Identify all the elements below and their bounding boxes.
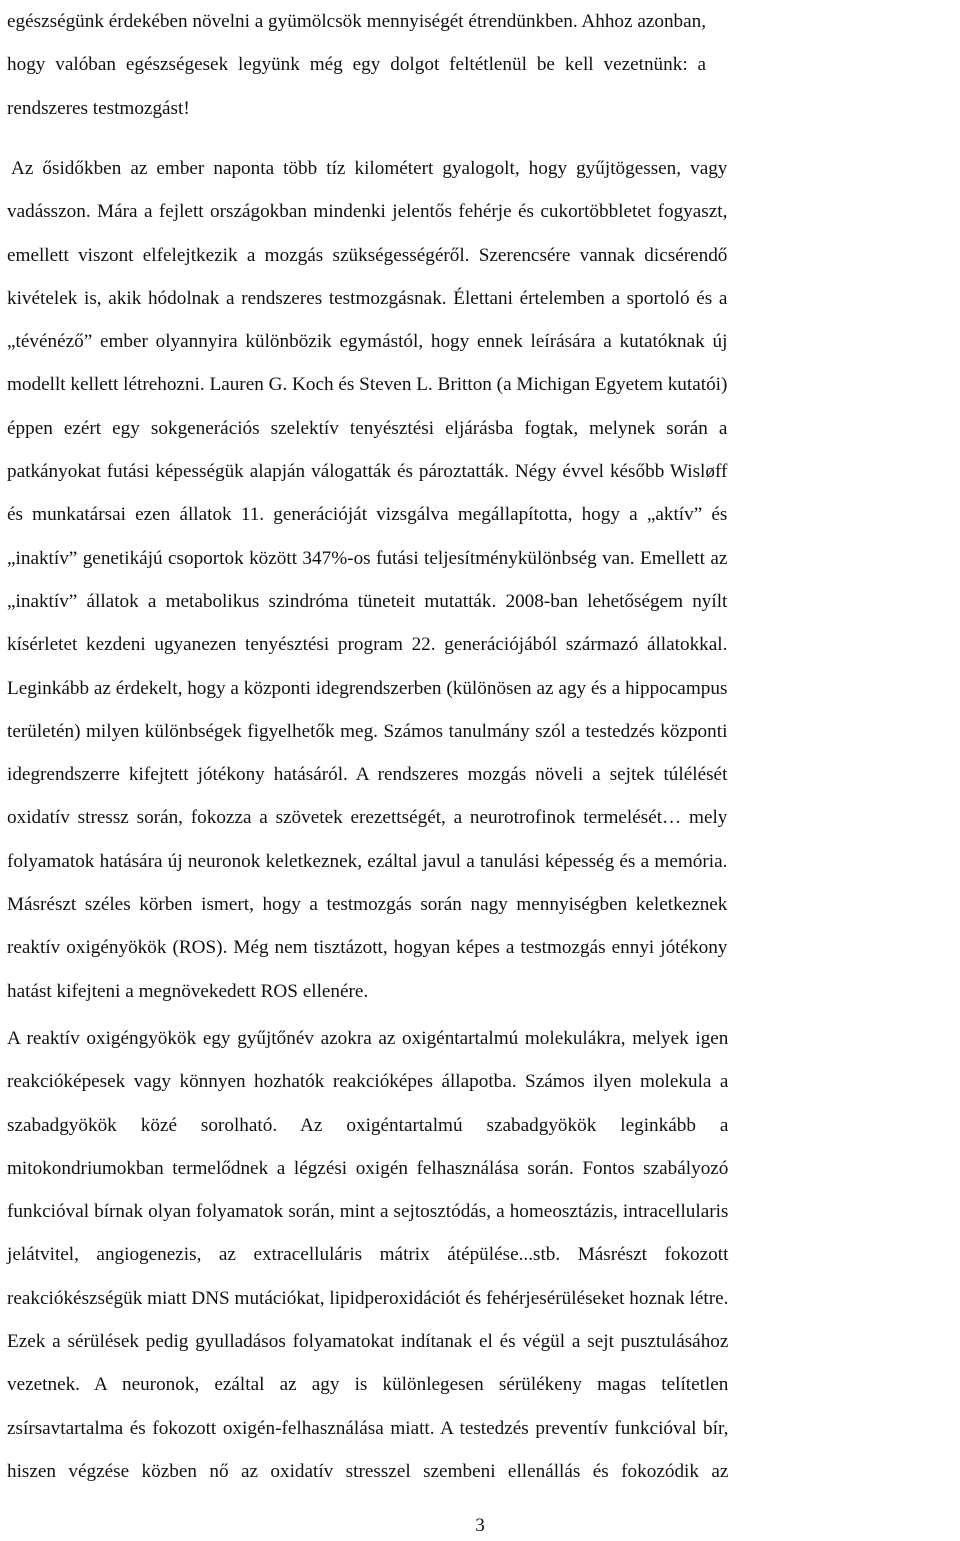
text-line: vezetnek. A neuronok, ezáltal az agy is különlegesen sérülékeny magas telítetlen [7, 1374, 729, 1396]
text-line: A reaktív oxigéngyökök egy gyűjtőnév azokra az oxigéntartalmú molekulákra, melyek igen [7, 1028, 729, 1049]
text-line: Leginkább az érdekelt, hogy a központi idegrendszerben (különösen az agy és a hippocampus [7, 677, 728, 699]
text-line: Az ősidőkben az ember naponta több tíz kilométert gyalogolt, hogy gyűjtögessen, vagy [11, 158, 728, 179]
text-line: reakcióképesek vagy könnyen hozhatók reakcióképes állapotba. Számos ilyen molekula a [7, 1071, 729, 1093]
text-line: szabadgyökök közé sorolható. Az oxigéntartalmú szabadgyökök leginkább a [7, 1114, 729, 1136]
text-line: reakciókészségük miatt DNS mutációkat, lipidperoxidációt és fehérjesérüléseket hoznak létre. [7, 1287, 729, 1309]
text-line: idegrendszerre kifejtett jótékony hatásáról. A rendszeres mozgás növeli a sejtek túlélését [7, 764, 728, 786]
text-line: „tévénéző” ember olyannyira különbözik egymástól, hogy ennek leírására a kutatóknak új [7, 331, 728, 353]
text-line: Ezek a sérülések pedig gyulladásos folyamatokat indítanak el és végül a sejt pusztulásához [7, 1331, 729, 1353]
text-line: kísérletet kezdeni ugyanezen tenyésztési program 22. generációjából származó állatokkal. [7, 634, 728, 656]
paragraph-intro [7, 0, 706, 130]
text-line: kivételek is, akik hódolnak a rendszeres testmozgásnak. Élettani értelemben a sportoló és a [7, 287, 728, 309]
text-line: hogy valóban egészségesek legyünk még egy dolgot feltétlenül be kell vezetnünk: a [7, 54, 707, 76]
text-line: funkcióval bírnak olyan folyamatok során, mint a sejtosztódás, a homeosztázis, intracellularis [7, 1201, 729, 1223]
text-line: egészségünk érdekében növelni a gyümölcsök mennyiségét étrendünkben. Ahhoz azonban, [7, 11, 707, 32]
text-line: területén) milyen különbségek figyelhetők meg. Számos tanulmány szól a testedzés központi [7, 720, 728, 742]
paragraph-exercise [7, 147, 727, 1013]
text-line: éppen ezért egy sokgenerációs szelektív tenyésztési eljárásba fogtak, melynek során a [7, 417, 728, 439]
text-line: zsírsavtartalma és fokozott oxigén-felhasználása miatt. A testedzés preventív funkcióval bír, [7, 1417, 729, 1439]
text-line: Másrészt széles körben ismert, hogy a testmozgás során nagy mennyiségben keletkeznek [7, 894, 728, 916]
text-line: hiszen végzése közben nő az oxidatív stresszel szembeni ellenállás és fokozódik az [7, 1460, 729, 1482]
text-line: hatást kifejteni a megnövekedett ROS ellenére. [7, 980, 369, 1002]
text-line: emellett viszont elfelejtkezik a mozgás szükségességéről. Szerencsére vannak dicsérendő [7, 244, 728, 266]
text-line: patkányokat futási képességük alapján válogatták és pároztatták. Négy évvel később Wisløff [7, 461, 728, 483]
page-number: 3 [475, 1515, 485, 1536]
text-line: vadásszon. Mára a fejlett országokban mindenki jelentős fehérje és cukortöbbletet fogyaszt, [7, 201, 728, 223]
text-line: oxidatív stressz során, fokozza a szövetek erezettségét, a neurotrofinok termelését… mely [7, 807, 728, 829]
text-line: reaktív oxigényökök (ROS). Még nem tisztázott, hogyan képes a testmozgás ennyi jótékony [7, 937, 728, 959]
text-line: jelátvitel, angiogenezis, az extracelluláris mátrix átépülése...stb. Másrészt fokozott [7, 1244, 729, 1266]
text-line: mitokondriumokban termelődnek a légzési oxigén felhasználása során. Fontos szabályozó [7, 1157, 729, 1179]
text-line: folyamatok hatására új neuronok keletkeznek, ezáltal javul a tanulási képesség és a memória. [7, 850, 728, 872]
text-line: rendszeres testmozgást! [7, 97, 190, 119]
text-line: „inaktív” állatok a metabolikus szindróma tüneteit mutatták. 2008-ban lehetőségem nyílt [7, 590, 728, 612]
text-line: „inaktív” genetikájú csoportok között 347%-os futási teljesítménykülönbség van. Emellett az [7, 547, 728, 569]
text-line: és munkatársai ezen állatok 11. generációját vizsgálva megállapította, hogy a „aktív” és [7, 504, 728, 526]
text-line: modellt kellett létrehozni. Lauren G. Koch és Steven L. Britton (a Michigan Egyetem kutatói) [7, 374, 728, 396]
paragraph-ros [7, 1017, 728, 1493]
